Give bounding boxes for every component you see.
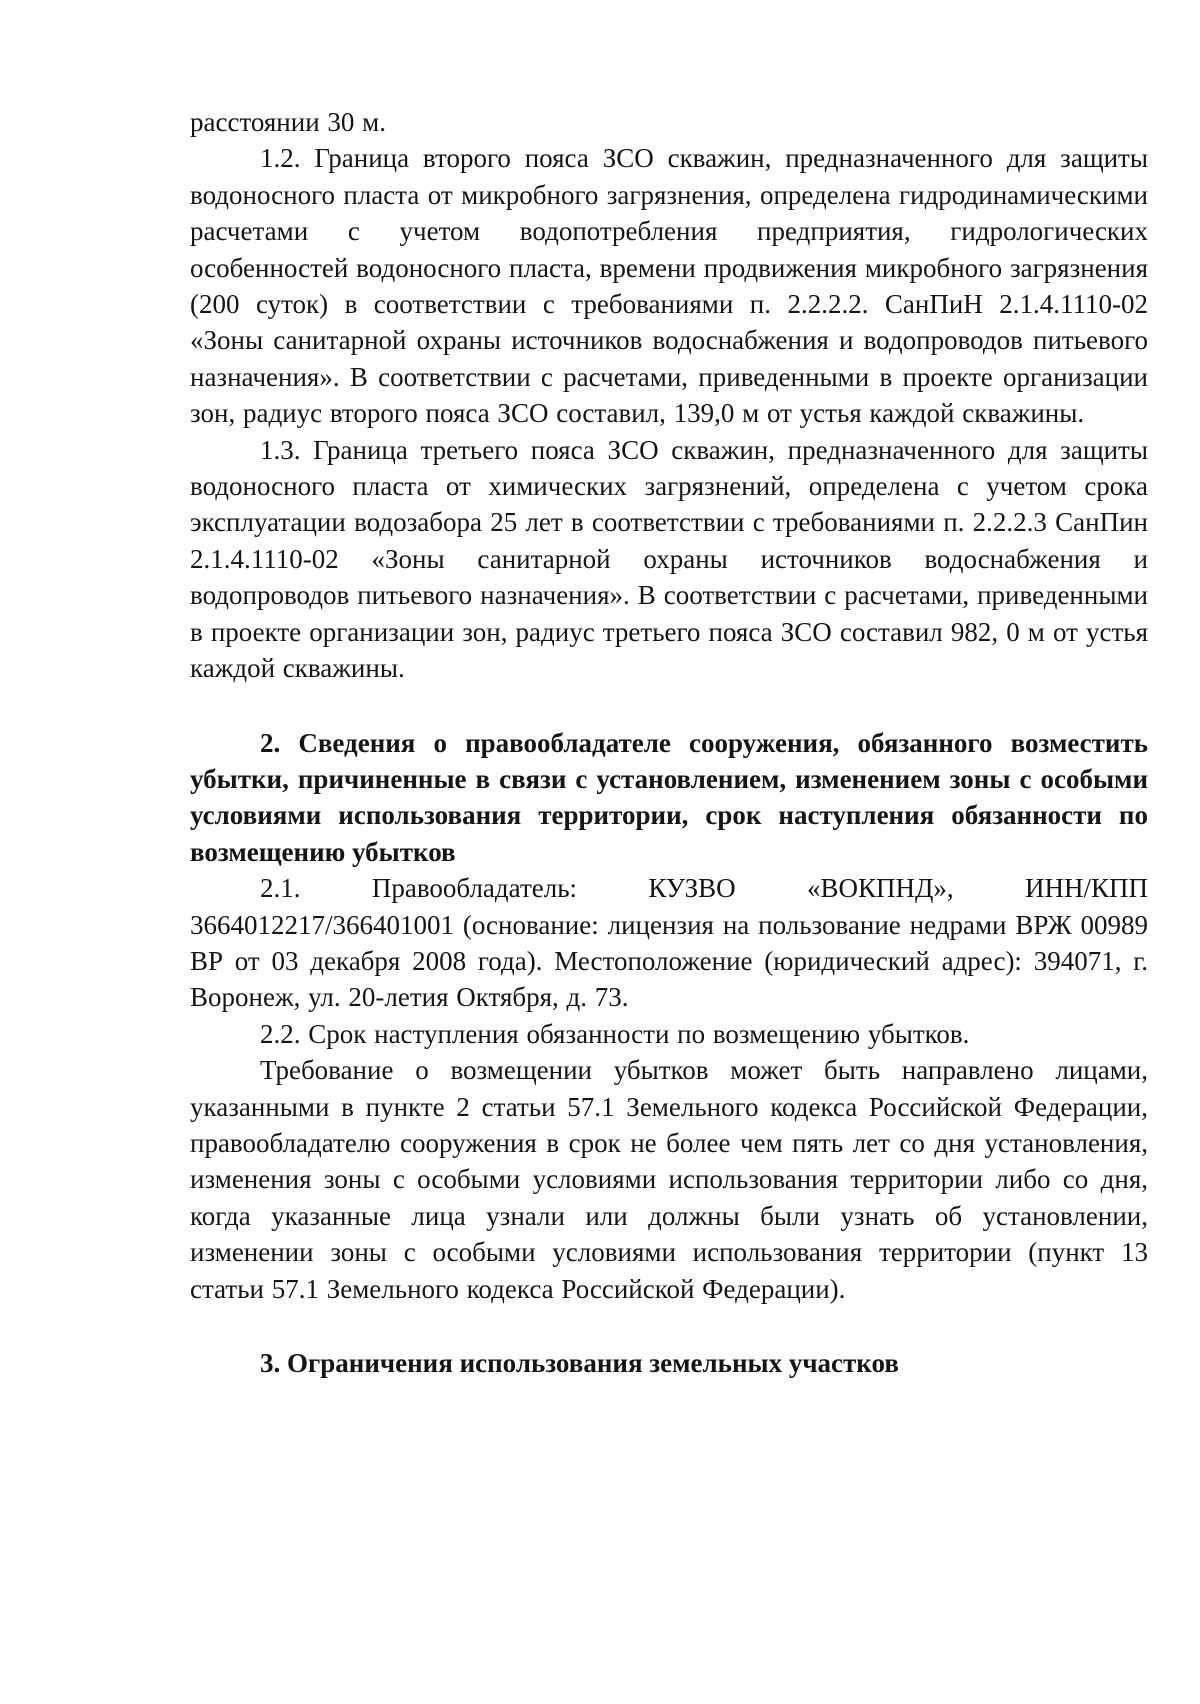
paragraph-2-2: 2.2. Срок наступления обязанности по возмещению убытков. bbox=[260, 1018, 970, 1049]
intro-line: расстоянии 30 м. bbox=[190, 107, 386, 137]
paragraph-2-1: 2.1. Правообладатель: КУЗВО «ВОКПНД», ИНН/КПП 3664012217/366401001 (основание: лицензия на пользование недрами ВРЖ 00989 ВР от 03 декабря 2008 года). Местоположение (юридический адрес): 394071, г. Воронеж, ул. 20-летия Октября, д. 73. bbox=[190, 873, 1148, 1013]
document-body bbox=[190, 104, 1148, 1381]
section-2-heading: 2. Сведения о правообладателе сооружения, обязанного возместить убытки, причиненные в связи с установлением, изменением зоны с особыми условиями использования территории, срок наступления обязанности по возмещению убытков bbox=[190, 727, 1148, 867]
paragraph-1-3: 1.3. Граница третьего пояса ЗСО скважин, предназначенного для защиты водоносного пласта от химических загрязнений, определена с учетом срока эксплуатации водозабора 25 лет в соответствии с требованиями п. 2.2.2.3 СанПин 2.1.4.1110-02 «Зоны санитарной охраны источников водоснабжения и водопроводов питьевого назначения». В соответствии с расчетами, приведенными в проекте организации зон, радиус третьего пояса ЗСО составил 982, 0 м от устья каждой скважины. bbox=[190, 434, 1148, 684]
paragraph-requirement: Требование о возмещении убытков может быть направлено лицами, указанными в пункте 2 статьи 57.1 Земельного кодекса Российской Федерации, правообладателю сооружения в срок не более чем пять лет со дня установления, изменения зоны с особыми условиями использования территории либо со дня, когда указанные лица узнали или должны были узнать об установлении, изменении зоны с особыми условиями использования территории (пункт 13 статьи 57.1 Земельного кодекса Российской Федерации). bbox=[190, 1055, 1148, 1304]
section-3-heading: 3. Ограничения использования земельных участков bbox=[260, 1348, 899, 1378]
paragraph-1-2: 1.2. Граница второго пояса ЗСО скважин, предназначенного для защиты водоносного пласта от микробного загрязнения, определена гидродинамическими расчетами с учетом водопотребления предприятия, гидрологических особенностей водоносного пласта, времени продвижения микробного загрязнения (200 суток) в соответствии с требованиями п. 2.2.2.2. СанПиН 2.1.4.1110-02 «Зоны санитарной охраны источников водоснабжения и водопроводов питьевого назначения». В соответствии с расчетами, приведенными в проекте организации зон, радиус второго пояса ЗСО составил, 139,0 м от устья каждой скважины. bbox=[190, 143, 1148, 429]
